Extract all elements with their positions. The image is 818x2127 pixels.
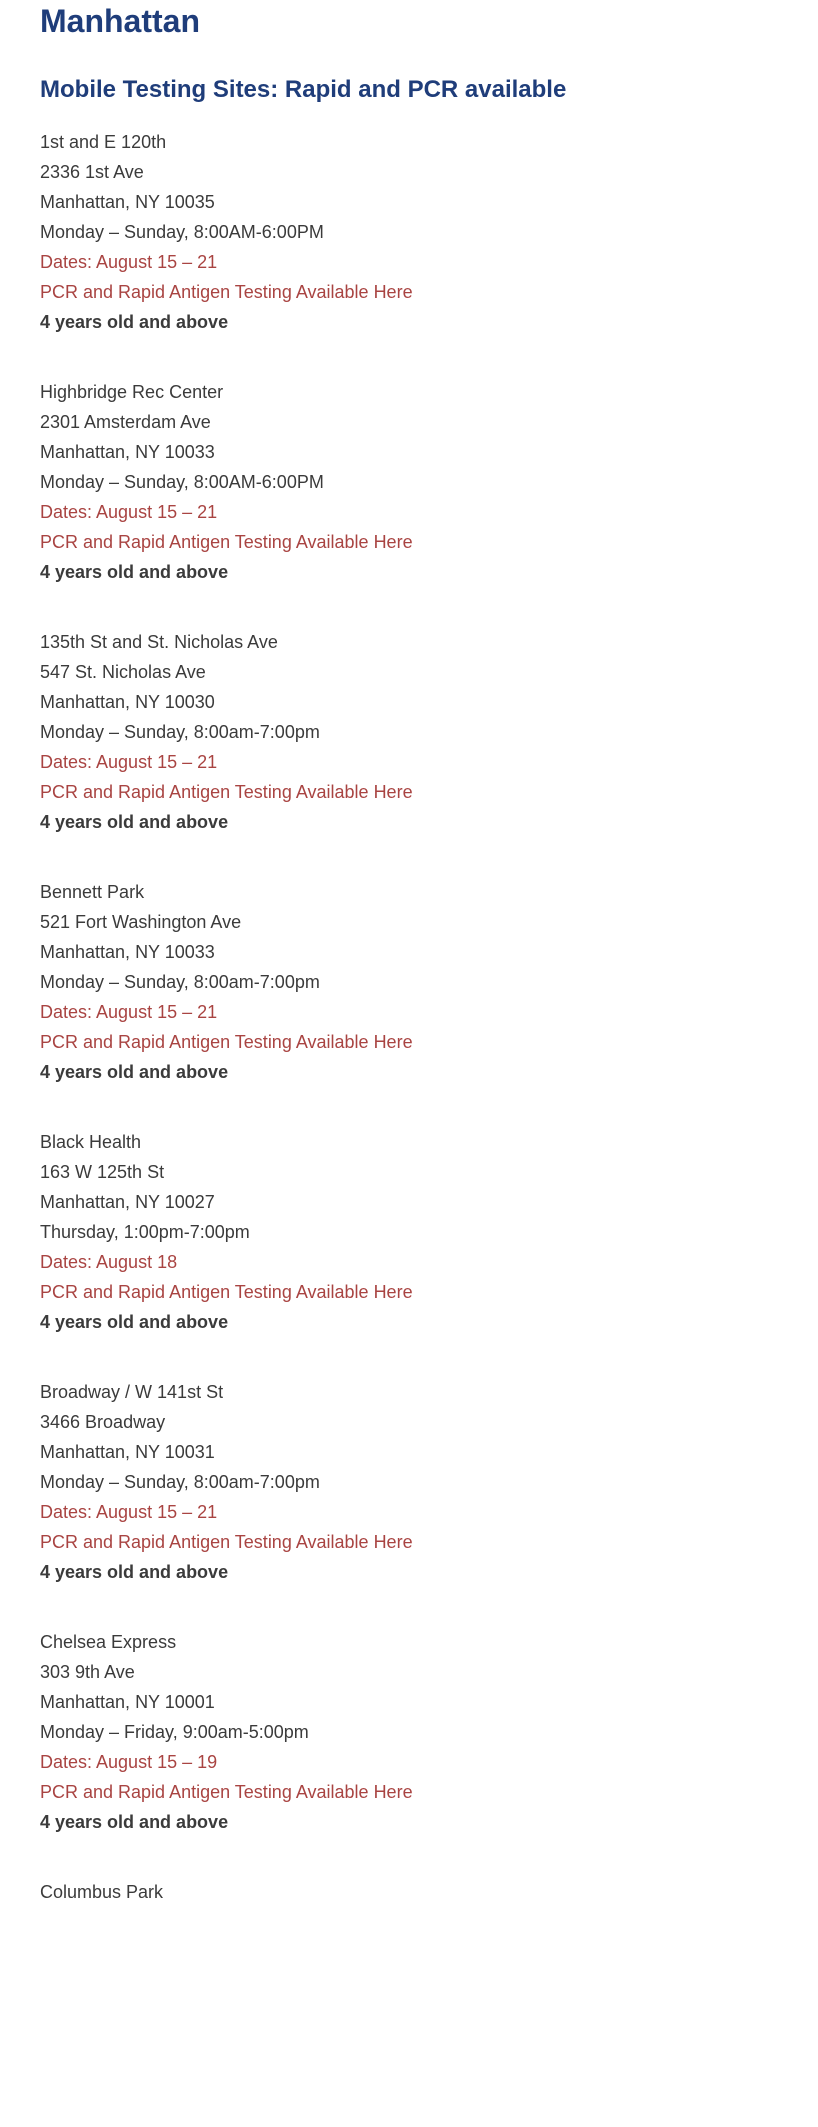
site-line — [40, 627, 818, 657]
page-content — [40, 0, 818, 2127]
site-address: 2336 1st Ave — [40, 162, 144, 182]
site-dates: Dates: August 15 – 21 — [40, 502, 218, 522]
site-age-requirement: 4 years old and above — [40, 812, 229, 832]
site-line — [40, 1187, 818, 1217]
site-line — [40, 747, 818, 777]
testing-site — [40, 1127, 818, 1377]
site-city: Manhattan, NY 10035 — [40, 192, 215, 212]
testing-site — [40, 1627, 818, 1877]
site-line — [40, 1247, 818, 1277]
site-line — [40, 937, 818, 967]
site-line — [40, 657, 818, 687]
site-dates: Dates: August 15 – 19 — [40, 1752, 218, 1772]
site-line — [40, 1657, 818, 1687]
site-hours: Thursday, 1:00pm-7:00pm — [40, 1222, 250, 1242]
site-line — [40, 1437, 818, 1467]
site-line — [40, 1377, 818, 1407]
site-line — [40, 717, 818, 747]
site-name: 1st and E 120th — [40, 132, 167, 152]
site-dates: Dates: August 15 – 21 — [40, 252, 218, 272]
site-city: Manhattan, NY 10030 — [40, 692, 215, 712]
site-testing-link[interactable]: PCR and Rapid Antigen Testing Available Here — [40, 1532, 413, 1552]
site-dates: Dates: August 15 – 21 — [40, 752, 218, 772]
site-testing-link[interactable]: PCR and Rapid Antigen Testing Available Here — [40, 282, 413, 302]
site-line — [40, 527, 818, 557]
section-title: Mobile Testing Sites: Rapid and PCR available — [40, 76, 567, 103]
site-hours: Monday – Sunday, 8:00am-7:00pm — [40, 1472, 320, 1492]
site-line — [40, 157, 818, 187]
site-age-requirement: 4 years old and above — [40, 312, 229, 332]
site-line — [40, 467, 818, 497]
page-title: Manhattan — [40, 3, 200, 39]
site-line — [40, 1027, 818, 1057]
testing-site — [40, 377, 818, 627]
site-age-requirement: 4 years old and above — [40, 1062, 229, 1082]
testing-site — [40, 127, 818, 377]
site-dates: Dates: August 15 – 21 — [40, 1002, 218, 1022]
site-line — [40, 1807, 818, 1837]
site-line — [40, 557, 818, 587]
site-address: 303 9th Ave — [40, 1662, 135, 1682]
testing-site-list — [40, 127, 818, 2127]
site-name: Bennett Park — [40, 882, 145, 902]
site-line — [40, 127, 818, 157]
site-line — [40, 877, 818, 907]
site-line — [40, 777, 818, 807]
site-line — [40, 1527, 818, 1557]
site-city: Manhattan, NY 10001 — [40, 1692, 215, 1712]
site-testing-link[interactable]: PCR and Rapid Antigen Testing Available Here — [40, 1782, 413, 1802]
testing-site — [40, 877, 818, 1127]
site-line — [40, 1687, 818, 1717]
site-line — [40, 1217, 818, 1247]
site-address: 163 W 125th St — [40, 1162, 165, 1182]
site-city: Manhattan, NY 10027 — [40, 1192, 215, 1212]
site-line — [40, 187, 818, 217]
site-name: Columbus Park — [40, 1882, 164, 1902]
site-name: 135th St and St. Nicholas Ave — [40, 632, 278, 652]
site-line — [40, 1557, 818, 1587]
site-line — [40, 967, 818, 997]
site-city: Manhattan, NY 10031 — [40, 1442, 215, 1462]
site-name: Highbridge Rec Center — [40, 382, 224, 402]
site-line — [40, 1467, 818, 1497]
site-line — [40, 437, 818, 467]
site-line — [40, 1627, 818, 1657]
site-hours: Monday – Sunday, 8:00am-7:00pm — [40, 972, 320, 992]
site-name: Chelsea Express — [40, 1632, 177, 1652]
site-name: Black Health — [40, 1132, 142, 1152]
site-line — [40, 907, 818, 937]
site-name: Broadway / W 141st St — [40, 1382, 224, 1402]
site-age-requirement: 4 years old and above — [40, 1812, 229, 1832]
site-line — [40, 277, 818, 307]
site-line — [40, 997, 818, 1027]
testing-site — [40, 1877, 818, 2127]
site-line — [40, 1717, 818, 1747]
site-line — [40, 1877, 818, 1907]
site-dates: Dates: August 15 – 21 — [40, 1502, 218, 1522]
site-line — [40, 1277, 818, 1307]
site-testing-link[interactable]: PCR and Rapid Antigen Testing Available Here — [40, 782, 413, 802]
site-city: Manhattan, NY 10033 — [40, 442, 215, 462]
site-line — [40, 247, 818, 277]
site-line — [40, 1307, 818, 1337]
site-line — [40, 687, 818, 717]
site-hours: Monday – Sunday, 8:00AM-6:00PM — [40, 222, 324, 242]
site-line — [40, 1057, 818, 1087]
site-line — [40, 1407, 818, 1437]
site-line — [40, 1747, 818, 1777]
testing-site — [40, 627, 818, 877]
site-line — [40, 497, 818, 527]
site-line — [40, 1157, 818, 1187]
site-age-requirement: 4 years old and above — [40, 1562, 229, 1582]
testing-site — [40, 1377, 818, 1627]
site-line — [40, 377, 818, 407]
site-line — [40, 1497, 818, 1527]
site-address: 2301 Amsterdam Ave — [40, 412, 211, 432]
site-line — [40, 307, 818, 337]
site-hours: Monday – Sunday, 8:00am-7:00pm — [40, 722, 320, 742]
site-age-requirement: 4 years old and above — [40, 562, 229, 582]
site-address: 3466 Broadway — [40, 1412, 166, 1432]
site-testing-link[interactable]: PCR and Rapid Antigen Testing Available Here — [40, 532, 413, 552]
site-hours: Monday – Friday, 9:00am-5:00pm — [40, 1722, 309, 1742]
site-age-requirement: 4 years old and above — [40, 1312, 229, 1332]
site-city: Manhattan, NY 10033 — [40, 942, 215, 962]
site-line — [40, 1127, 818, 1157]
site-dates: Dates: August 18 — [40, 1252, 178, 1272]
site-line — [40, 217, 818, 247]
site-hours: Monday – Sunday, 8:00AM-6:00PM — [40, 472, 324, 492]
site-line — [40, 1777, 818, 1807]
site-line — [40, 407, 818, 437]
site-address: 521 Fort Washington Ave — [40, 912, 242, 932]
site-testing-link[interactable]: PCR and Rapid Antigen Testing Available Here — [40, 1032, 413, 1052]
site-testing-link[interactable]: PCR and Rapid Antigen Testing Available Here — [40, 1282, 413, 1302]
site-line — [40, 807, 818, 837]
site-address: 547 St. Nicholas Ave — [40, 662, 206, 682]
